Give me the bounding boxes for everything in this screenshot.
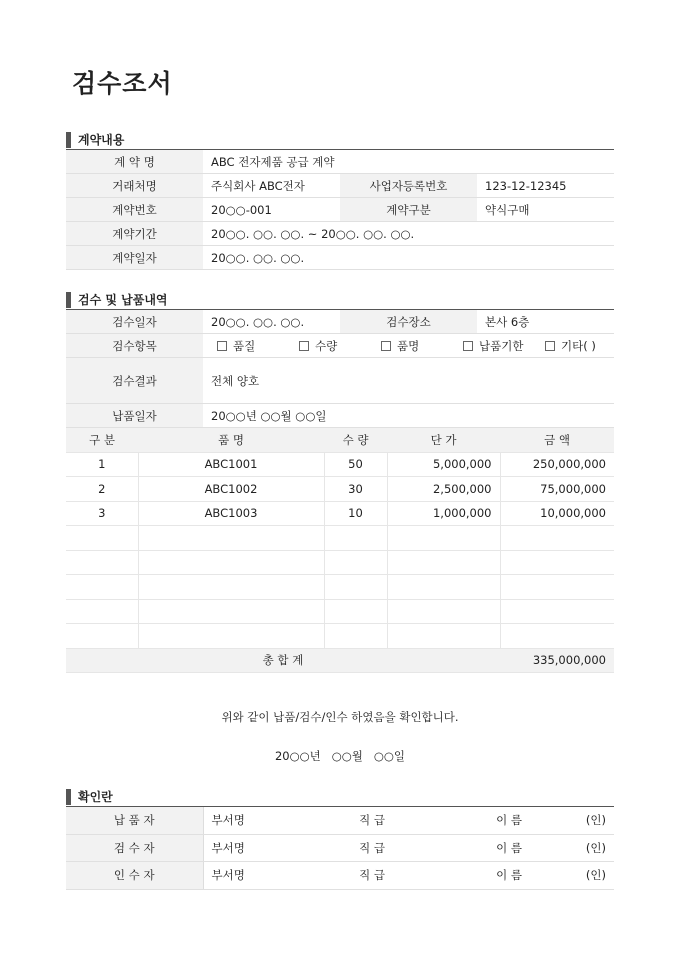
inspection-section xyxy=(66,291,614,673)
table-row-empty xyxy=(66,575,614,600)
rank-label: 직 급 xyxy=(340,807,404,834)
bizno-value: 123-12-12345 xyxy=(477,174,614,198)
checkbox-icon[interactable] xyxy=(463,341,473,351)
table-row-empty xyxy=(66,526,614,551)
seal-mark[interactable]: (인) xyxy=(541,862,614,890)
dept-field[interactable] xyxy=(267,862,340,890)
confirm-table xyxy=(66,807,614,890)
cell-product: ABC1002 xyxy=(138,477,324,502)
col-header-qty: 수 량 xyxy=(324,428,387,452)
confirm-row-supplier xyxy=(66,807,614,834)
role-label: 납 품 자 xyxy=(66,807,203,834)
cell-no: 3 xyxy=(66,501,138,526)
table-row xyxy=(66,501,614,526)
rank-field[interactable] xyxy=(404,834,477,862)
delivery-date-value: 20○○년 ○○월 ○○일 xyxy=(203,404,614,428)
vendor-value: 주식회사 ABC전자 xyxy=(203,174,340,198)
confirm-heading: 확인란 xyxy=(66,788,614,806)
confirm-section xyxy=(66,788,614,890)
rank-label: 직 급 xyxy=(340,834,404,862)
cell-no: 2 xyxy=(66,477,138,502)
contract-period-label: 계약기간 xyxy=(66,222,203,246)
confirm-row-receiver xyxy=(66,862,614,890)
col-header-amount: 금 액 xyxy=(500,428,614,452)
cell-product: ABC1001 xyxy=(138,452,324,477)
checkbox-icon[interactable] xyxy=(299,341,309,351)
cell-unit-price: 5,000,000 xyxy=(387,452,500,477)
col-header-no: 구 분 xyxy=(66,428,138,452)
dept-field[interactable] xyxy=(267,807,340,834)
cell-amount: 10,000,000 xyxy=(500,501,614,526)
checkbox-icon[interactable] xyxy=(545,341,555,351)
contract-date-label: 계약일자 xyxy=(66,246,203,270)
inspection-table xyxy=(66,310,614,428)
confirmation-date: 20○○년 ○○월 ○○일 xyxy=(274,749,406,763)
cell-qty: 10 xyxy=(324,501,387,526)
col-header-unit-price: 단 가 xyxy=(387,428,500,452)
contract-number-label: 계약번호 xyxy=(66,198,203,222)
name-label: 이 름 xyxy=(477,834,541,862)
contract-period-value: 20○○. ○○. ○○. ~ 20○○. ○○. ○○. xyxy=(203,222,614,246)
check-deadline[interactable]: 납품기한 xyxy=(463,338,545,354)
name-label: 이 름 xyxy=(477,807,541,834)
seal-mark[interactable]: (인) xyxy=(541,807,614,834)
rank-field[interactable] xyxy=(404,807,477,834)
role-label: 검 수 자 xyxy=(66,834,203,862)
check-quantity[interactable]: 수량 xyxy=(299,338,381,354)
inspection-place-label: 검수장소 xyxy=(340,310,477,334)
cell-amount: 75,000,000 xyxy=(500,477,614,502)
contract-heading: 계약내용 xyxy=(66,131,614,149)
vendor-label: 거래처명 xyxy=(66,174,203,198)
cell-unit-price: 2,500,000 xyxy=(387,477,500,502)
total-label: 총 합 계 xyxy=(66,648,500,673)
dept-label: 부서명 xyxy=(203,834,267,862)
role-label: 인 수 자 xyxy=(66,862,203,890)
inspection-items-label: 검수항목 xyxy=(66,334,203,358)
table-row-empty xyxy=(66,550,614,575)
cell-no: 1 xyxy=(66,452,138,477)
total-value: 335,000,000 xyxy=(500,648,614,673)
seal-mark[interactable]: (인) xyxy=(541,834,614,862)
inspection-place-value: 본사 6층 xyxy=(477,310,614,334)
contract-table xyxy=(66,150,614,270)
inspection-result-label: 검수결과 xyxy=(66,358,203,404)
contract-name-value: ABC 전자제품 공급 계약 xyxy=(203,150,614,174)
delivery-date-label: 납품일자 xyxy=(66,404,203,428)
inspection-date-label: 검수일자 xyxy=(66,310,203,334)
document-title: 검수조서 xyxy=(72,69,173,98)
inspection-heading: 검수 및 납품내역 xyxy=(66,291,614,309)
table-row xyxy=(66,452,614,477)
cell-product: ABC1003 xyxy=(138,501,324,526)
col-header-product: 품 명 xyxy=(138,428,324,452)
table-row-empty xyxy=(66,599,614,624)
inspection-date-value: 20○○. ○○. ○○. xyxy=(203,310,340,334)
cell-unit-price: 1,000,000 xyxy=(387,501,500,526)
rank-field[interactable] xyxy=(404,862,477,890)
contract-number-value: 20○○-001 xyxy=(203,198,340,222)
contract-date-value: 20○○. ○○. ○○. xyxy=(203,246,614,270)
check-quality[interactable]: 품질 xyxy=(217,338,299,354)
dept-label: 부서명 xyxy=(203,807,267,834)
dept-label: 부서명 xyxy=(203,862,267,890)
bizno-label: 사업자등록번호 xyxy=(340,174,477,198)
check-product-name[interactable]: 품명 xyxy=(381,338,463,354)
rank-label: 직 급 xyxy=(340,862,404,890)
contract-type-label: 계약구분 xyxy=(340,198,477,222)
table-row-empty xyxy=(66,624,614,649)
name-label: 이 름 xyxy=(477,862,541,890)
confirmation-statement: 위와 같이 납품/검수/인수 하였음을 확인합니다. xyxy=(221,710,459,724)
cell-qty: 30 xyxy=(324,477,387,502)
cell-qty: 50 xyxy=(324,452,387,477)
confirm-row-inspector xyxy=(66,834,614,862)
checkbox-icon[interactable] xyxy=(381,341,391,351)
table-row xyxy=(66,477,614,502)
check-other[interactable]: 기타( ) xyxy=(545,338,596,354)
cell-amount: 250,000,000 xyxy=(500,452,614,477)
contract-type-value: 약식구매 xyxy=(477,198,614,222)
inspection-checkboxes xyxy=(203,334,614,358)
contract-name-label: 계 약 명 xyxy=(66,150,203,174)
checkbox-icon[interactable] xyxy=(217,341,227,351)
dept-field[interactable] xyxy=(267,834,340,862)
total-row xyxy=(66,648,614,673)
contract-section xyxy=(66,131,614,270)
items-table xyxy=(66,428,614,673)
inspection-result-value: 전체 양호 xyxy=(203,358,614,404)
